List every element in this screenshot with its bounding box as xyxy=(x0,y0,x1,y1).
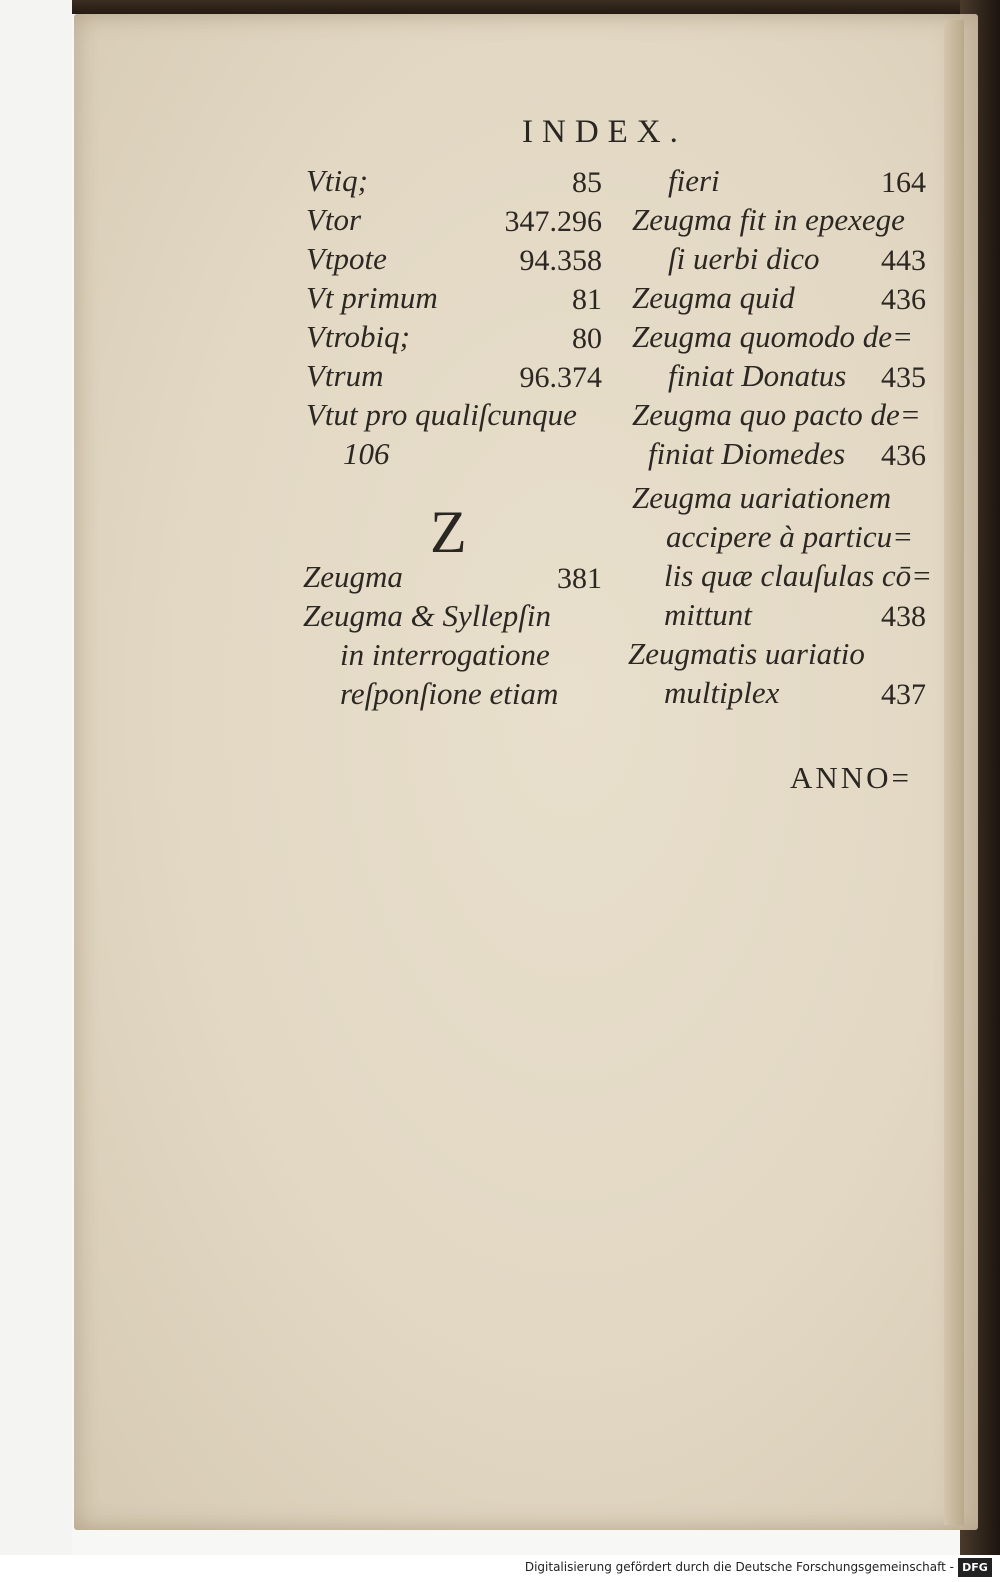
page-number: 80 xyxy=(572,322,602,355)
index-entry-continuation: finiat Diomedes xyxy=(648,436,846,471)
index-entry: Zeugma xyxy=(303,559,403,594)
index-entry: Vtrobiq; xyxy=(306,319,410,354)
page-number: 443 xyxy=(881,244,926,277)
funding-credit: Digitalisierung gefördert durch die Deutsche Forschungsgemeinschaft - xyxy=(524,1560,954,1574)
page-number: 164 xyxy=(881,166,926,199)
page-number: 436 xyxy=(881,283,926,316)
index-entry: Zeugmatis uariatio xyxy=(628,636,865,671)
index-entry-continuation: multiplex xyxy=(664,675,780,710)
page-number: 81 xyxy=(572,283,602,316)
scan-top-border xyxy=(0,0,1000,14)
index-entry: Zeugma fit in epexege xyxy=(632,202,905,237)
page-number: 435 xyxy=(881,361,926,394)
index-entry: Vtiq; xyxy=(306,163,368,198)
index-entry: Vtor xyxy=(306,202,362,237)
index-entry-continuation: in interrogatione xyxy=(340,637,550,672)
page-number: 347.296 xyxy=(504,205,602,238)
page-number: 437 xyxy=(881,678,926,711)
page-number: 436 xyxy=(881,439,926,472)
page-edge xyxy=(944,20,964,1525)
index-entry-continuation: mittunt xyxy=(664,597,752,632)
index-entry-continuation: accipere à particu= xyxy=(666,519,914,554)
index-entry-continuation: finiat Donatus xyxy=(668,358,847,393)
dfg-logo: DFG xyxy=(958,1558,992,1577)
index-entry-continuation: 106 xyxy=(343,436,390,471)
index-entry: Zeugma & Syllepſin xyxy=(303,598,551,633)
index-entry: Vt primum xyxy=(306,280,438,315)
index-entry: Zeugma quo pacto de= xyxy=(632,397,921,432)
page-heading: INDEX. xyxy=(522,114,687,150)
index-entry-continuation: ſi uerbi dico xyxy=(668,241,820,276)
index-entry: Vtut pro qualiſcunque xyxy=(306,397,577,432)
page-number: 381 xyxy=(557,562,602,595)
catchword: ANNO= xyxy=(790,760,913,795)
index-entry-continuation: lis quæ clauſulas cō= xyxy=(664,558,933,593)
index-entry: Zeugma quomodo de= xyxy=(632,319,913,354)
index-entry: Zeugma quid xyxy=(632,280,795,315)
scan-left-margin xyxy=(0,0,72,1555)
index-entry: Vtrum xyxy=(306,358,384,393)
index-entry-continuation: reſponſione etiam xyxy=(340,676,559,711)
section-letter: Z xyxy=(430,499,467,565)
index-entry: Zeugma uariationem xyxy=(632,480,892,515)
page-number: 85 xyxy=(572,166,602,199)
page-number: 438 xyxy=(881,600,926,633)
index-entry-continuation: fieri xyxy=(668,163,720,198)
page-number: 96.374 xyxy=(519,361,602,394)
index-entry: Vtpote xyxy=(306,241,387,276)
page-number: 94.358 xyxy=(519,244,602,277)
footer-bar xyxy=(0,1555,1000,1582)
